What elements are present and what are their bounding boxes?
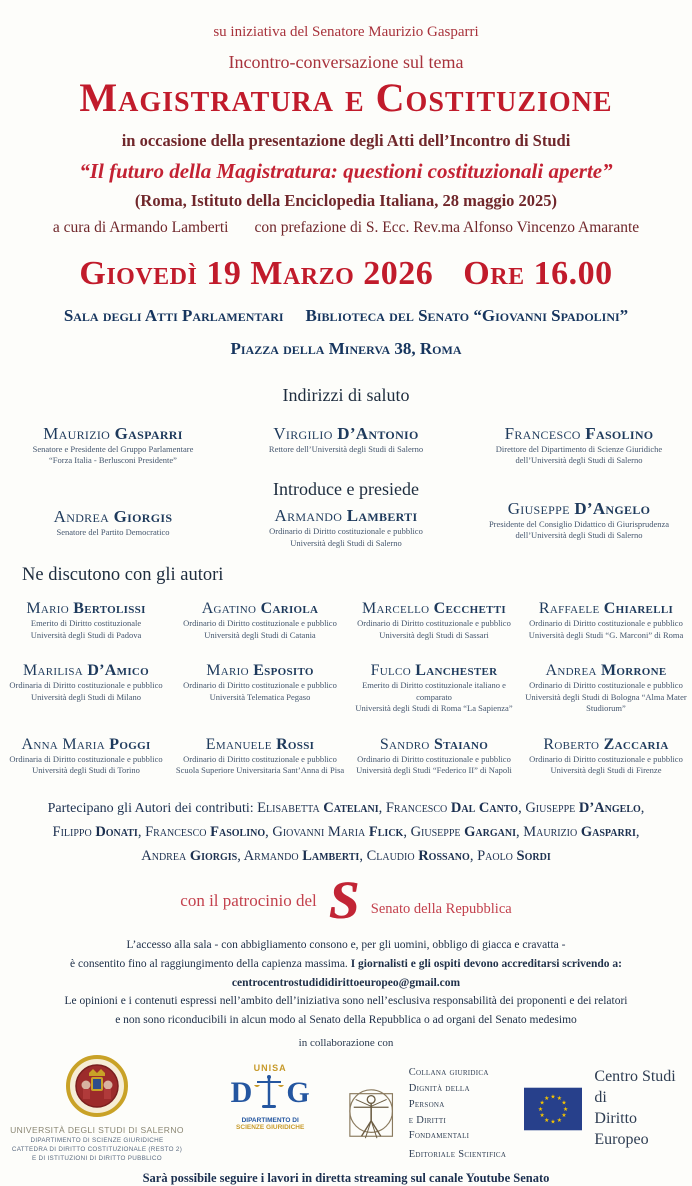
speaker-desc: Ordinario di Diritto costituzionale e pubblico [269, 526, 423, 537]
panelist-card [348, 600, 520, 641]
speaker-desc: dell’Università degli Studi di Salerno [515, 455, 643, 466]
salerno-name: UNIVERSITÀ DEGLI STUDI DI SALERNO [10, 1125, 184, 1136]
panelist-first: Anna Maria [21, 735, 105, 753]
panelist-desc: Emerito di Diritto costituzionale italiano e comparato [362, 680, 506, 702]
event-date: Giovedì 19 Marzo 2026 [79, 255, 434, 292]
panelist-card [172, 662, 348, 714]
disclaimer [0, 936, 692, 1029]
svg-text:★: ★ [563, 1106, 569, 1113]
panelist-desc: Ordinario di Diritto costituzionale e pubblico [357, 618, 511, 629]
svg-text:★: ★ [550, 1094, 556, 1101]
salerno-seal-icon [66, 1055, 128, 1117]
saluti-heading: Indirizzi di saluto [282, 385, 410, 405]
speaker-desc: Presidente del Consiglio Didattico di Giurisprudenza [488, 518, 670, 529]
panelist-last: Poggi [109, 735, 151, 753]
panelist-desc: Università degli Studi “G. Marconi” di Roma [528, 629, 684, 640]
occasion-line: in occasione della presentazione degli Atti dell’Incontro di Studi [121, 131, 571, 150]
participants-lead: Partecipano gli Autori dei contributi: [47, 800, 258, 816]
subtitle-line: Incontro-conversazione sul tema [228, 52, 464, 72]
panelist-desc: Università degli Studi di Padova [30, 629, 142, 640]
panelist-first: Roberto [543, 735, 600, 753]
collaboration-label: in collaborazione con [298, 1037, 394, 1050]
speaker-last: Fasolino [585, 424, 654, 443]
svg-text:★: ★ [539, 1113, 546, 1120]
panelist-desc: Ordinario di Diritto costituzionale e pubblico [529, 680, 683, 691]
accreditation-email: I giornalisti e gli ospiti devono accreditarsi scrivendo a: centrocentrostudididirittoeuropeo@gmail.com [231, 957, 622, 989]
senato-logo-text: Senato della Repubblica [370, 900, 512, 917]
disclaimer-line-4: e non sono riconducibili in alcun modo al Senato della Repubblica o ad organi del Senato medesimo [115, 1013, 577, 1026]
panelist-desc: Università degli Studi di Bologna “Alma Mater Studiorum” [525, 691, 687, 714]
speaker-desc: Rettore dell’Università degli Studi di Salerno [268, 444, 424, 454]
panelist-desc: Università degli Studi di Firenze [550, 765, 662, 776]
panel-heading: Ne discutono con gli autori [22, 565, 224, 586]
participants-paragraph [36, 797, 656, 869]
centro-studi-block [524, 1055, 692, 1150]
panelist-card [348, 662, 520, 714]
speaker-card-gasparri [0, 424, 226, 467]
speaker-card-giorgis [0, 507, 226, 538]
salerno-dept: DIPARTIMENTO DI SCIENZE GIURIDICHE [30, 1137, 164, 1145]
panelist-last: Bertolissi [73, 600, 146, 618]
curator-line [0, 219, 692, 237]
panelist-card [172, 736, 348, 777]
collana-block [346, 1055, 506, 1163]
dsg-letter-g: G [286, 1076, 310, 1110]
eu-flag-icon [524, 1087, 582, 1131]
disclaimer-line-2: è consentito fino al raggiungimento della capienza massima. I giornalisti e gli ospiti devono accreditarsi scrivendo a: centrocentrostudididirittoeuropeo@gmail.com [69, 957, 622, 989]
collana-line-2: Dignità della Persona [408, 1083, 470, 1110]
panelist-last: Lanchester [415, 662, 498, 680]
panelist-last: Zaccaria [603, 735, 669, 753]
panelist-desc: Ordinario di Diritto costituzionale e pubblico [357, 753, 511, 764]
event-datetime [0, 255, 692, 293]
speaker-card-dantonio [226, 424, 466, 455]
panelist-card [348, 736, 520, 777]
speaker-card-fasolino [466, 424, 692, 467]
unisa-seal-block [0, 1055, 194, 1162]
panelist-card [0, 600, 172, 641]
speaker-first: Maurizio [43, 424, 111, 443]
initiative-line: su iniziativa del Senatore Maurizio Gasparri [213, 24, 479, 40]
speaker-first: Armando [274, 506, 343, 526]
scales-of-justice-icon [254, 1073, 284, 1113]
dsg-logo-block [212, 1055, 328, 1131]
speaker-desc: Università degli Studi di Salerno [290, 537, 402, 548]
dsg-letter-d: D [230, 1076, 253, 1110]
svg-text:★: ★ [550, 1119, 556, 1126]
dsg-dept-line-1: DIPARTIMENTO DI [241, 1117, 299, 1125]
vitruvian-man-icon [346, 1085, 396, 1143]
dsg-dept-line-2: SCIENZE GIURIDICHE [236, 1124, 305, 1132]
disclaimer-line-1: L’accesso alla sala - con abbigliamento consono e, per gli uomini, obbligo di giacca e cravatta - [126, 939, 566, 952]
page-title: Magistratura e Costituzione [79, 75, 613, 120]
panelist-desc: Ordinaria di Diritto costituzionale e pubblico [9, 753, 163, 764]
book-info: (Roma, Istituto della Enciclopedia Italiana, 28 maggio 2025) [134, 191, 558, 210]
centro-line-2: Diritto Europeo [594, 1110, 649, 1148]
panelist-first: Fulco [370, 662, 411, 680]
panelist-first: Agatino [201, 600, 257, 618]
logos-row [0, 1055, 692, 1163]
speaker-last: Giorgis [113, 506, 173, 526]
participants-names: Elisabetta Catelani, Francesco Dal Canto, Giuseppe D’Angelo, Filippo Donati, Francesco Fasolino, Giovanni Maria Flick, Giuseppe Gargani, Maurizio Gasparri, Andrea Giorgis, Armando Lamberti, Claudio Rossano, Paolo Sordi [52, 799, 645, 864]
venue-address: Piazza della Minerva 38, Roma [230, 339, 462, 358]
panel-grid [0, 600, 692, 790]
panelist-first: Mario [206, 662, 249, 680]
preface-text: con prefazione di S. Ecc. Rev.ma Alfonso Vincenzo Amarante [254, 219, 640, 236]
salerno-chair-1: CATTEDRA DI DIRITTO COSTITUZIONALE (RESTO 2) [11, 1146, 183, 1154]
book-title: “Il futuro della Magistratura: questioni costituzionali aperte” [79, 159, 613, 183]
panelist-last: D’Amico [87, 662, 150, 680]
speaker-desc: “Forza Italia - Berlusconi Presidente” [49, 455, 177, 466]
speaker-first: Andrea [53, 506, 110, 526]
speaker-last: Lamberti [346, 506, 418, 526]
centro-line-1: Centro Studi di [594, 1068, 676, 1107]
svg-text:★: ★ [544, 1096, 550, 1103]
venue-line [0, 306, 692, 326]
collana-line-4: Editoriale Scientifica [408, 1149, 507, 1161]
streaming-note: Sarà possibile seguire i lavori in diretta streaming sul canale Youtube Senato [142, 1170, 550, 1185]
salerno-chair-2: E DI ISTITUZIONI DI DIRITTO PUBBLICO [31, 1155, 162, 1163]
panelist-last: Rossi [276, 735, 315, 753]
speaker-last: Gasparri [114, 424, 183, 443]
panelist-desc: Università degli Studi di Catania [204, 629, 316, 640]
curator-text: a cura di Armando Lamberti [52, 219, 229, 236]
panelist-card [520, 662, 692, 714]
speaker-first: Giuseppe [507, 498, 570, 518]
panelist-desc: Ordinaria di Diritto costituzionale e pubblico [9, 680, 163, 691]
panelist-desc: Università degli Studi di Torino [32, 765, 140, 776]
panelist-desc: Università degli Studi di Milano [30, 691, 142, 702]
panelist-last: Morrone [601, 662, 667, 680]
speaker-last: D’Angelo [574, 498, 651, 518]
svg-text:★: ★ [539, 1100, 546, 1107]
svg-text:★: ★ [538, 1106, 544, 1113]
panelist-first: Raffaele [538, 600, 600, 618]
panelist-last: Esposito [253, 662, 314, 680]
svg-text:★: ★ [561, 1100, 567, 1107]
panelist-first: Marcello [362, 600, 430, 618]
intro-heading: Introduce e presiede [273, 479, 419, 500]
panelist-card [520, 600, 692, 641]
speaker-desc: Senatore e Presidente del Gruppo Parlamentare [32, 444, 194, 454]
panelist-card [0, 662, 172, 714]
panelist-last: Chiarelli [603, 600, 674, 618]
panelist-first: Emanuele [205, 735, 272, 753]
speaker-desc: dell’Università degli Studi di Salerno [515, 530, 643, 541]
speaker-desc: Senatore del Partito Democratico [56, 526, 170, 537]
speaker-first: Francesco [504, 424, 581, 443]
speaker-first: Virgilio [273, 424, 333, 443]
event-time: Ore 16.00 [463, 255, 613, 292]
panelist-desc: Emerito di Diritto costituzionale [30, 618, 142, 629]
panelist-desc: Ordinario di Diritto costituzionale e pubblico [529, 618, 683, 629]
panelist-first: Sandro [379, 735, 430, 753]
patronage-label: con il patrocinio del [180, 891, 317, 911]
panelist-desc: Università Telematica Pegaso [209, 691, 311, 702]
panelist-first: Andrea [545, 662, 597, 680]
disclaimer-line-3: Le opinioni e i contenuti espressi nell’ambito dell’iniziativa sono nell’esclusiva responsabilità dei proponenti e dei relatori [64, 995, 628, 1008]
svg-text:★: ★ [544, 1117, 550, 1124]
panelist-desc: Ordinario di Diritto costituzionale e pubblico [183, 618, 337, 629]
panelist-first: Mario [26, 600, 69, 618]
panelist-card [520, 736, 692, 777]
collana-line-1: Collana giuridica [408, 1067, 489, 1079]
panelist-card [0, 736, 172, 777]
panelist-desc: Scuola Superiore Universitaria Sant’Anna di Pisa [175, 765, 345, 776]
panelist-desc: Università degli Studi di Roma “La Sapienza” [355, 703, 513, 714]
svg-text:★: ★ [557, 1096, 563, 1103]
panelist-last: Staiano [433, 735, 489, 753]
svg-text:★: ★ [561, 1113, 567, 1120]
speaker-last: D’Antonio [337, 424, 419, 443]
panelist-last: Cariola [260, 600, 319, 618]
panelist-desc: Università degli Studi di Sassari [379, 629, 489, 640]
panelist-card [172, 600, 348, 641]
panelist-desc: Ordinario di Diritto costituzionale e pubblico [529, 753, 683, 764]
venue-library: Biblioteca del Senato “Giovanni Spadolini” [305, 306, 629, 325]
svg-text:★: ★ [557, 1117, 563, 1124]
saluti-grid [0, 416, 692, 563]
panelist-desc: Ordinario di Diritto costituzionale e pubblico [183, 753, 337, 764]
panelist-last: Cecchetti [433, 600, 506, 618]
venue-room: Sala degli Atti Parlamentari [63, 306, 284, 325]
collana-line-3: e Diritti Fondamentali [408, 1114, 470, 1142]
panelist-desc: Ordinario di Diritto costituzionale e pubblico [183, 680, 337, 691]
speaker-desc: Direttore del Dipartimento di Scienze Giuridiche [495, 444, 663, 454]
panelist-desc: Università degli Studi “Federico II” di Napoli [356, 765, 512, 776]
speaker-card-dangelo [466, 499, 692, 542]
senato-logo-icon: S [328, 870, 359, 931]
speaker-card-lamberti [226, 506, 466, 549]
dsg-unisa-label: UNISA [253, 1063, 287, 1074]
panelist-first: Marilisa [22, 662, 83, 680]
patronage-row [0, 870, 692, 931]
